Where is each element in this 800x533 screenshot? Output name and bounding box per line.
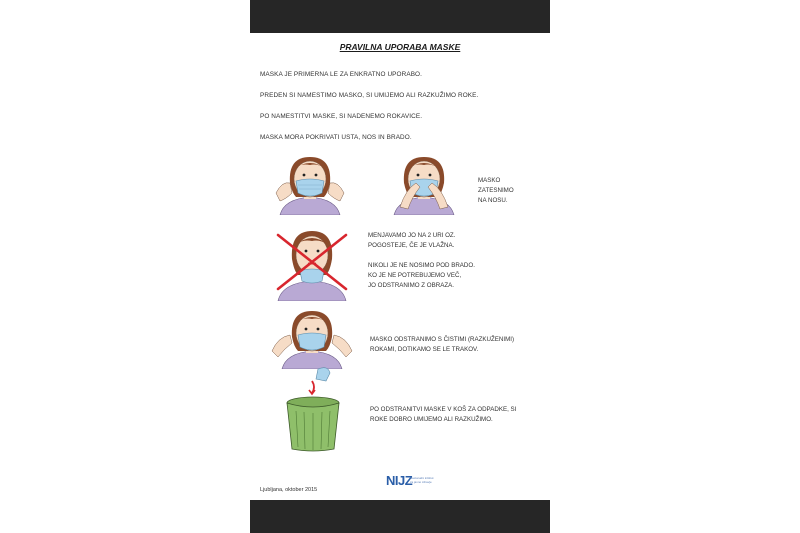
logo-subtitle-line: Nacionalni inštitut (410, 476, 434, 480)
step3-line: ROKAMI, DOTIKAMO SE LE TRAKOV. (370, 346, 479, 353)
step2-line: KO JE NE POTREBUJEMO VEČ, (368, 272, 462, 279)
logo-subtitle-line: za javno zdravje (410, 480, 432, 484)
step2-line: MENJAVAMO JO NA 2 URI OZ. (368, 232, 456, 239)
top-black-bar (250, 0, 550, 33)
intro-line-4: MASKA MORA POKRIVATI USTA, NOS IN BRADO. (260, 134, 412, 141)
step2-line: NIKOLI JE NE NOSIMO POD BRADO. (368, 262, 475, 269)
intro-line-2: PREDEN SI NAMESTIMO MASKO, SI UMIJEMO ALI RAZKUŽIMO ROKE. (260, 92, 479, 99)
intro-line-3: PO NAMESTITVI MASKE, SI NADENEMO ROKAVICE. (260, 113, 423, 120)
step1-line: NA NOSU. (478, 197, 508, 204)
woman-mask-on-illustration (264, 153, 356, 215)
wrong-mask-under-chin-illustration (270, 225, 354, 301)
nijz-logo (386, 473, 438, 491)
step4-line: ROKE DOBRO UMIJEMO ALI RAZKUŽIMO. (370, 416, 493, 423)
woman-pinch-nose-illustration (378, 153, 470, 215)
logo-mark: NIJZ (386, 473, 413, 488)
footer-date: Ljubljana, oktober 2015 (260, 487, 318, 493)
woman-remove-mask-illustration (266, 307, 358, 369)
logo-subtitle (410, 476, 434, 484)
step2-line (368, 251, 475, 261)
step2-line: JO ODSTRANIMO Z OBRAZA. (368, 282, 454, 289)
step3-caption (370, 335, 514, 355)
step4-line: PO ODSTRANITVI MASKE V KOŠ ZA ODPADKE, SI (370, 406, 517, 413)
intro-line-1: MASKA JE PRIMERNA LE ZA ENKRATNO UPORABO. (260, 71, 423, 78)
step3-line: MASKO ODSTRANIMO S ČISTIMI (RAZKUŽENIMI) (370, 336, 515, 343)
step1-caption (478, 176, 514, 206)
step1-line: ZATESNIMO (478, 187, 514, 194)
step1-line: MASKO (478, 177, 501, 184)
document-page (250, 33, 550, 500)
bottom-black-bar (250, 500, 550, 533)
trash-bin-icon (282, 363, 344, 453)
step2-caption (368, 231, 475, 291)
document-title: PRAVILNA UPORABA MASKE (339, 42, 461, 52)
step4-caption (370, 405, 516, 425)
step2-line: POGOSTEJE, ČE JE VLAŽNA. (368, 242, 455, 249)
